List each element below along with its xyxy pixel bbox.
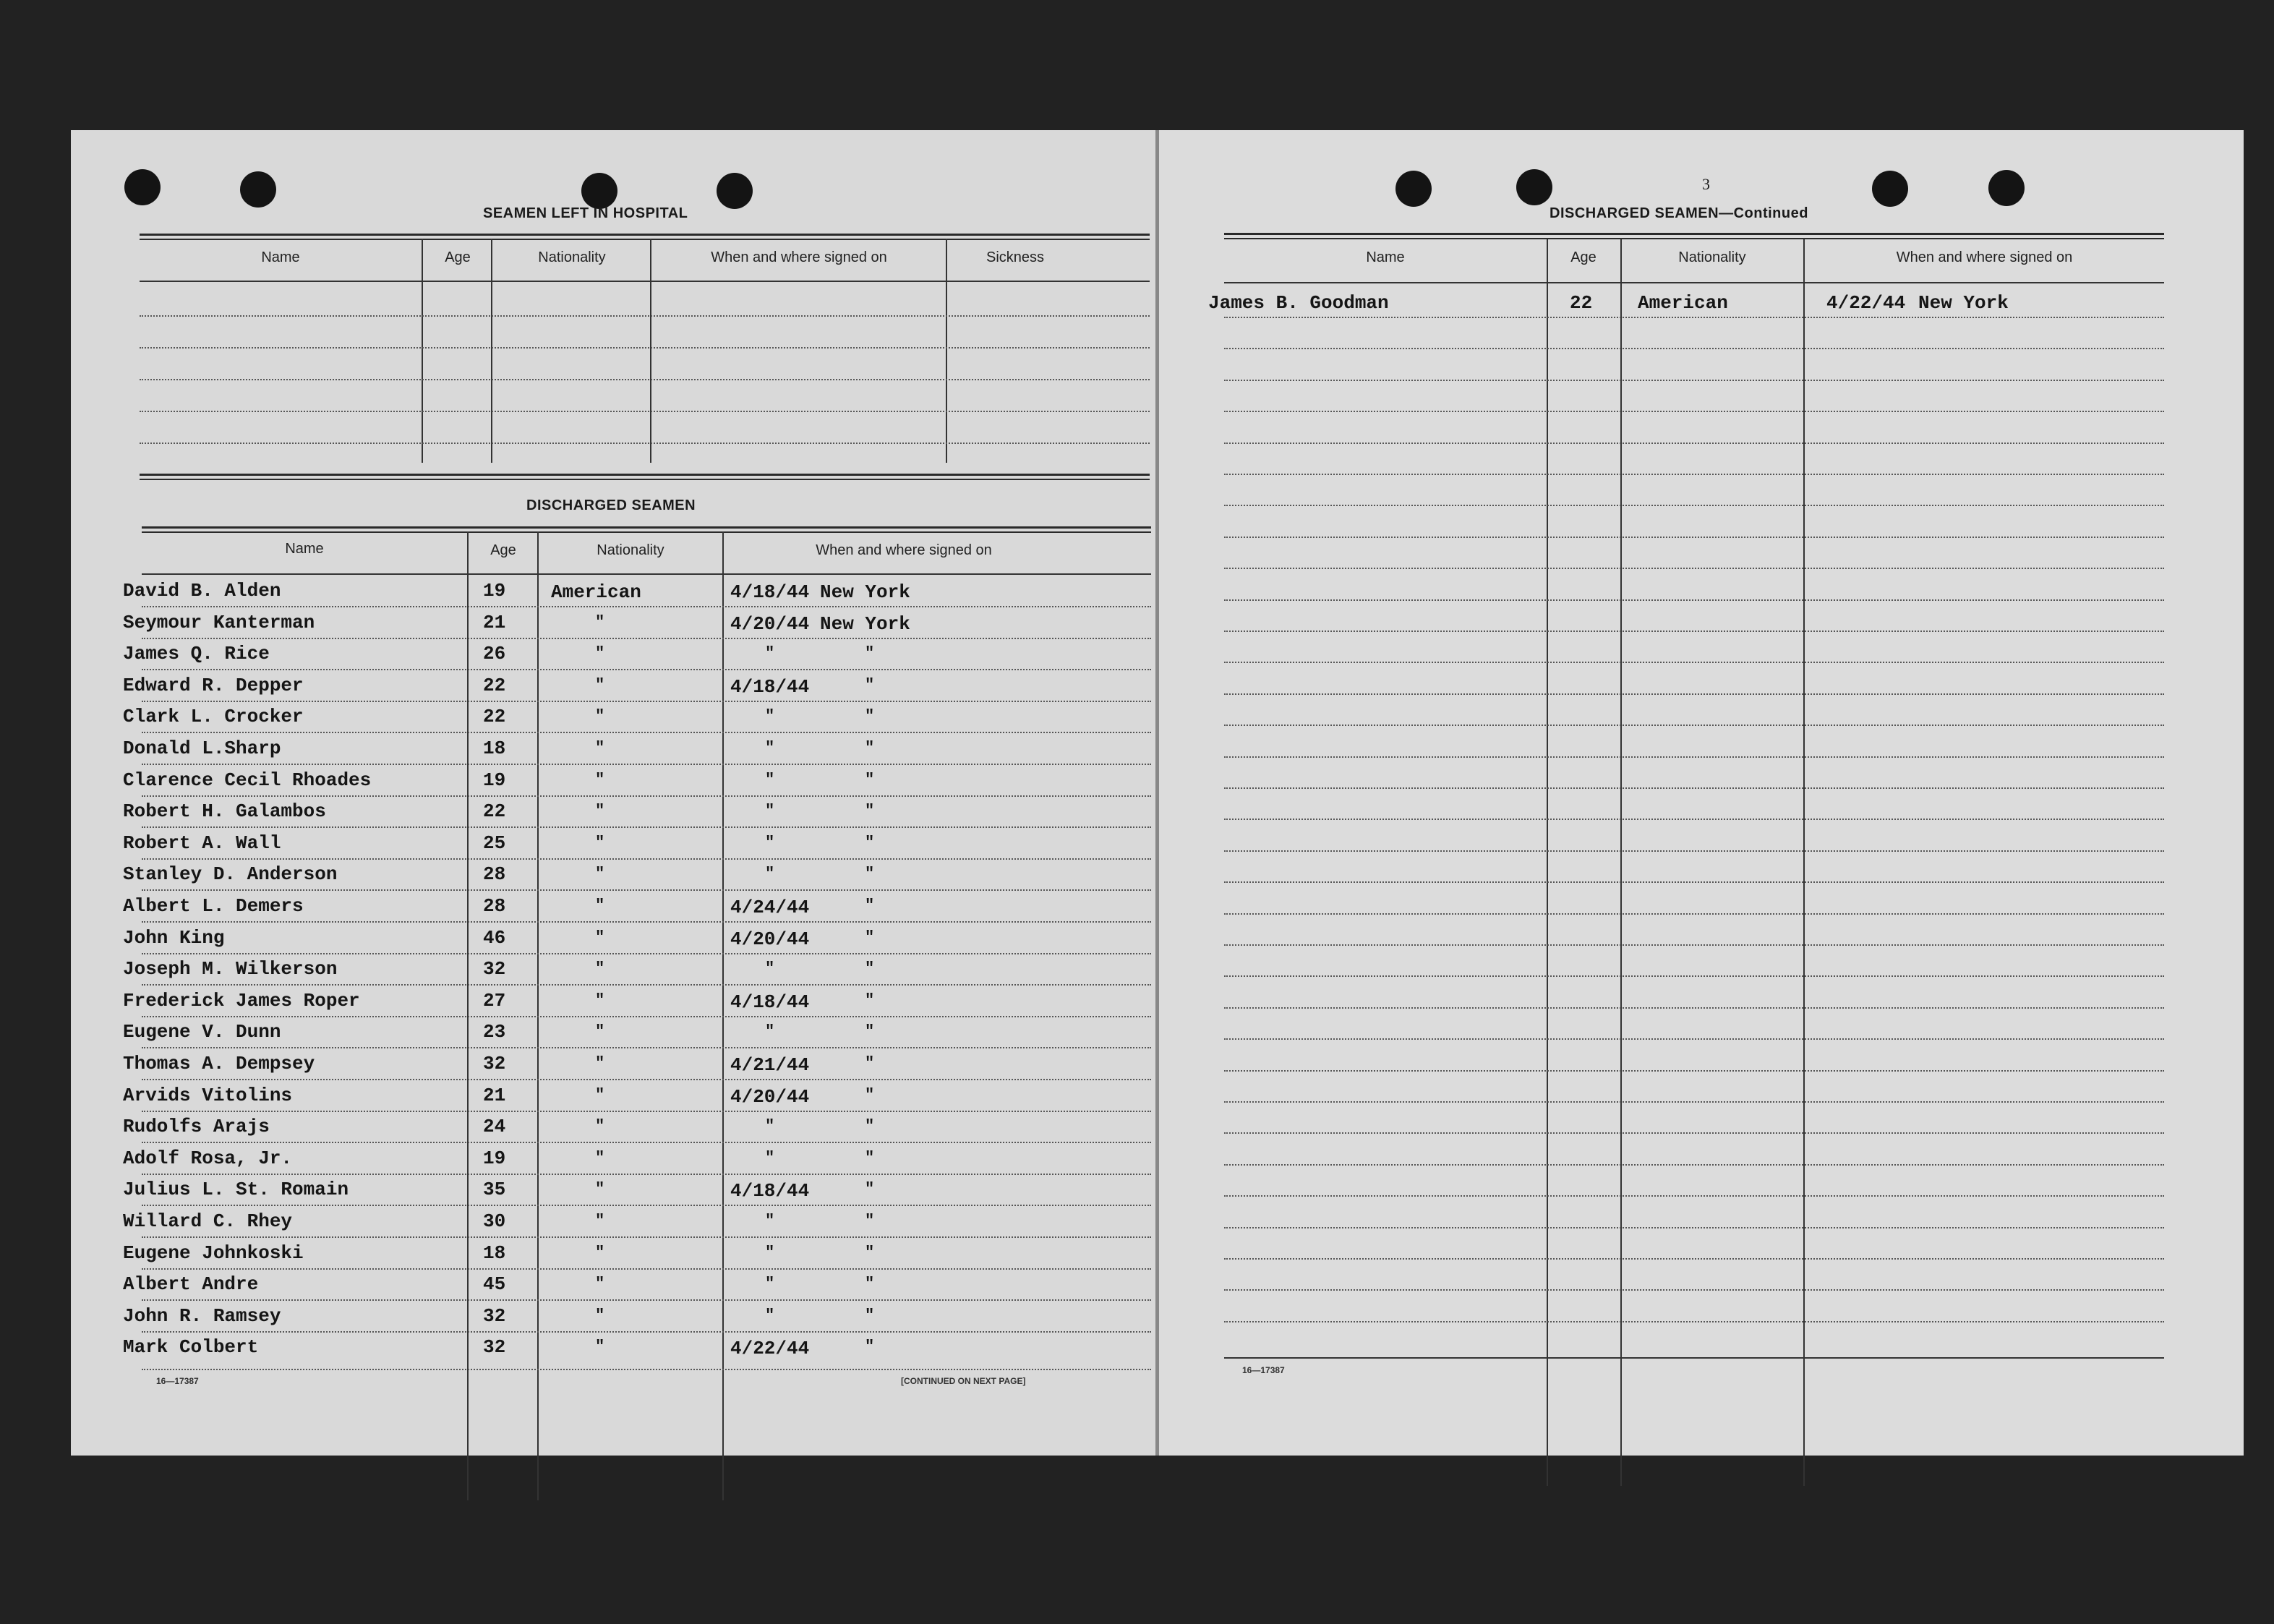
row-rule — [1224, 1289, 2164, 1291]
seaman-signed-date: 4/20/44 — [730, 613, 810, 635]
continued-header-signed-on: When and where signed on — [1896, 249, 2073, 265]
row-rule — [1224, 505, 2164, 506]
row-rule — [1224, 1164, 2164, 1166]
seaman-signed-place: " — [865, 1022, 875, 1040]
row-rule — [1224, 631, 2164, 632]
seaman-nationality: " — [595, 771, 605, 789]
seaman-signed-date: 4/22/44 — [1826, 292, 1906, 314]
row-rule — [142, 826, 1151, 828]
seaman-signed-place: " — [865, 739, 875, 757]
seaman-name: Arvids Vitolins — [123, 1085, 293, 1106]
seaman-name: Julius L. St. Romain — [123, 1179, 349, 1200]
punch-hole — [124, 169, 161, 205]
row-rule — [142, 701, 1151, 702]
continued-header-age: Age — [1570, 249, 1596, 265]
discharged-header-age: Age — [490, 542, 516, 558]
seaman-name: Stanley D. Anderson — [123, 863, 338, 885]
row-rule — [1224, 1070, 2164, 1072]
seaman-signed-date: " — [765, 802, 775, 820]
seaman-signed-date: 4/22/44 — [730, 1338, 810, 1359]
row-rule — [1224, 599, 2164, 601]
seaman-age: 28 — [483, 863, 506, 885]
hospital-header-age: Age — [445, 249, 471, 265]
seaman-nationality: " — [595, 644, 605, 662]
seaman-nationality: " — [595, 707, 605, 725]
row-rule — [1224, 787, 2164, 789]
seaman-age: 23 — [483, 1021, 506, 1043]
row-rule — [1224, 944, 2164, 946]
seaman-name: John R. Ramsey — [123, 1305, 281, 1327]
row-rule — [142, 669, 1151, 670]
continued-col-divider — [1547, 239, 1548, 1486]
row-rule — [1224, 1132, 2164, 1134]
hospital-bottom-rule — [140, 474, 1150, 480]
seaman-signed-date: " — [765, 1212, 775, 1230]
punch-hole — [581, 173, 617, 209]
seaman-age: 32 — [483, 1053, 506, 1074]
seaman-signed-date: 4/18/44 — [730, 1180, 810, 1202]
seaman-nationality: " — [595, 739, 605, 757]
hospital-header-nationality: Nationality — [538, 249, 606, 265]
row-rule — [142, 1142, 1151, 1143]
hospital-header-sickness: Sickness — [986, 249, 1045, 265]
seaman-nationality: " — [595, 834, 605, 852]
seaman-signed-place: " — [865, 771, 875, 789]
seaman-name: Seymour Kanterman — [123, 612, 315, 633]
seaman-age: 32 — [483, 958, 506, 980]
hospital-row-rule — [140, 411, 1150, 412]
row-rule — [142, 953, 1151, 954]
punch-hole — [1988, 170, 2025, 206]
continued-bottom-rule — [1224, 1357, 2164, 1359]
seaman-name: Mark Colbert — [123, 1336, 259, 1358]
seaman-nationality: " — [595, 1212, 605, 1230]
seaman-nationality: " — [595, 1244, 605, 1262]
seaman-name: Rudolfs Arajs — [123, 1116, 270, 1137]
seaman-name: Donald L.Sharp — [123, 738, 281, 759]
row-rule — [1224, 850, 2164, 852]
continued-header-nationality: Nationality — [1678, 249, 1746, 265]
seaman-signed-date: 4/18/44 — [730, 991, 810, 1013]
seaman-name: James Q. Rice — [123, 643, 270, 664]
seaman-name: Adolf Rosa, Jr. — [123, 1148, 293, 1169]
seaman-nationality: " — [595, 1275, 605, 1293]
seaman-age: 28 — [483, 895, 506, 917]
seaman-nationality: " — [595, 897, 605, 915]
seaman-name: Robert H. Galambos — [123, 800, 326, 822]
row-rule — [1224, 474, 2164, 475]
seaman-signed-place: " — [865, 1054, 875, 1072]
row-rule — [1224, 725, 2164, 726]
row-rule — [1224, 1321, 2164, 1322]
seaman-signed-place: New York — [820, 581, 910, 603]
seaman-signed-place: " — [865, 1086, 875, 1104]
seaman-signed-place: " — [865, 1149, 875, 1167]
seaman-signed-place: New York — [1918, 292, 2009, 314]
seaman-nationality: " — [595, 865, 605, 883]
row-rule — [142, 1079, 1151, 1080]
row-rule — [1224, 537, 2164, 538]
seaman-nationality: " — [595, 991, 605, 1009]
discharged-top-rule — [142, 526, 1151, 533]
seaman-name: John King — [123, 927, 225, 949]
seaman-signed-date: " — [765, 771, 775, 789]
discharged-header-rule — [142, 573, 1151, 575]
row-rule — [1224, 380, 2164, 381]
row-rule — [142, 1047, 1151, 1048]
seaman-signed-date: 4/20/44 — [730, 1086, 810, 1108]
left-page — [71, 130, 1155, 1456]
row-rule — [1224, 348, 2164, 349]
seaman-nationality: " — [595, 1054, 605, 1072]
form-number: 16—17387 — [1242, 1365, 1285, 1375]
row-rule — [1224, 975, 2164, 977]
row-rule — [142, 1268, 1151, 1270]
seaman-name: Willard C. Rhey — [123, 1210, 293, 1232]
punch-hole — [1872, 171, 1908, 207]
row-rule — [142, 1174, 1151, 1175]
page-number: 3 — [1702, 175, 1710, 193]
discharged-header-nationality: Nationality — [597, 542, 664, 558]
seaman-name: Eugene Johnkoski — [123, 1242, 304, 1264]
row-rule — [1224, 317, 2164, 318]
hospital-header-signed-on: When and where signed on — [711, 249, 887, 265]
seaman-signed-place: " — [865, 1307, 875, 1325]
row-rule — [1224, 1195, 2164, 1197]
row-rule — [142, 1016, 1151, 1017]
hospital-col-divider — [946, 239, 947, 463]
hospital-row-rule — [140, 443, 1150, 444]
seaman-signed-date: " — [765, 707, 775, 725]
continued-header-name: Name — [1366, 249, 1405, 265]
seaman-nationality: American — [551, 581, 641, 603]
row-rule — [1224, 819, 2164, 820]
row-rule — [1224, 1038, 2164, 1040]
row-rule — [142, 889, 1151, 891]
seaman-name: Frederick James Roper — [123, 990, 360, 1012]
row-rule — [1224, 662, 2164, 663]
seaman-nationality: " — [595, 613, 605, 631]
hospital-row-rule — [140, 315, 1150, 317]
row-rule — [142, 1236, 1151, 1238]
seaman-signed-place: " — [865, 865, 875, 883]
punch-hole — [1516, 169, 1552, 205]
continued-section-title: DISCHARGED SEAMEN—Continued — [1550, 205, 1808, 221]
form-number: 16—17387 — [156, 1376, 199, 1386]
row-rule — [142, 1205, 1151, 1206]
punch-hole — [717, 173, 753, 209]
seaman-age: 27 — [483, 990, 506, 1012]
seaman-age: 22 — [483, 706, 506, 727]
seaman-signed-place: " — [865, 1275, 875, 1293]
seaman-name: Joseph M. Wilkerson — [123, 958, 338, 980]
seaman-nationality: " — [595, 802, 605, 820]
seaman-name: Eugene V. Dunn — [123, 1021, 281, 1043]
seaman-nationality: " — [595, 1149, 605, 1167]
seaman-age: 22 — [1570, 292, 1593, 314]
seaman-nationality: " — [595, 1307, 605, 1325]
seaman-signed-place: " — [865, 644, 875, 662]
seaman-signed-date: " — [765, 644, 775, 662]
hospital-header-rule — [140, 281, 1150, 282]
continued-header-rule — [1224, 282, 2164, 283]
seaman-age: 18 — [483, 738, 506, 759]
row-rule — [1224, 1007, 2164, 1009]
seaman-nationality: " — [595, 1338, 605, 1356]
seaman-age: 45 — [483, 1273, 506, 1295]
right-page — [1159, 130, 2244, 1456]
seaman-signed-place: " — [865, 1338, 875, 1356]
seaman-signed-date: 4/20/44 — [730, 928, 810, 950]
seaman-age: 32 — [483, 1336, 506, 1358]
row-rule — [1224, 1258, 2164, 1260]
row-rule — [1224, 756, 2164, 758]
seaman-signed-date: " — [765, 1275, 775, 1293]
seaman-name: Thomas A. Dempsey — [123, 1053, 315, 1074]
seaman-name: Robert A. Wall — [123, 832, 281, 854]
seaman-signed-date: " — [765, 1244, 775, 1262]
seaman-signed-place: " — [865, 1212, 875, 1230]
hospital-section-title: SEAMEN LEFT IN HOSPITAL — [483, 205, 688, 221]
row-rule — [142, 638, 1151, 639]
punch-hole — [240, 171, 276, 208]
discharged-bottom-rule — [142, 1369, 1151, 1370]
seaman-signed-date: " — [765, 1117, 775, 1135]
discharged-header-name: Name — [285, 541, 324, 557]
seaman-signed-date: " — [765, 834, 775, 852]
row-rule — [1224, 693, 2164, 695]
seaman-signed-place: " — [865, 834, 875, 852]
discharged-header-signed-on: When and where signed on — [816, 542, 992, 558]
hospital-col-divider — [422, 239, 423, 463]
hospital-col-divider — [650, 239, 651, 463]
seaman-age: 21 — [483, 1085, 506, 1106]
seaman-signed-date: " — [765, 1307, 775, 1325]
seaman-signed-place: " — [865, 1117, 875, 1135]
seaman-signed-date: " — [765, 865, 775, 883]
seaman-name: Clark L. Crocker — [123, 706, 304, 727]
seaman-age: 19 — [483, 769, 506, 791]
row-rule — [1224, 568, 2164, 569]
seaman-signed-place: " — [865, 960, 875, 978]
seaman-signed-place: " — [865, 897, 875, 915]
hospital-top-rule — [140, 234, 1150, 240]
row-rule — [1224, 443, 2164, 444]
continued-note: [CONTINUED ON NEXT PAGE] — [901, 1376, 1026, 1386]
continued-col-divider — [1620, 239, 1622, 1486]
seaman-age: 22 — [483, 800, 506, 822]
seaman-signed-place: New York — [820, 613, 910, 635]
hospital-row-rule — [140, 347, 1150, 349]
row-rule — [142, 858, 1151, 860]
hospital-row-rule — [140, 379, 1150, 380]
row-rule — [1224, 1101, 2164, 1103]
seaman-signed-place: " — [865, 928, 875, 946]
seaman-name: Clarence Cecil Rhoades — [123, 769, 372, 791]
row-rule — [142, 732, 1151, 733]
seaman-signed-date: 4/18/44 — [730, 581, 810, 603]
seaman-age: 18 — [483, 1242, 506, 1264]
row-rule — [1224, 881, 2164, 883]
seaman-nationality: " — [595, 676, 605, 694]
seaman-signed-date: " — [765, 1022, 775, 1040]
row-rule — [1224, 411, 2164, 412]
seaman-signed-date: 4/24/44 — [730, 897, 810, 918]
row-rule — [142, 795, 1151, 797]
seaman-age: 19 — [483, 580, 506, 602]
seaman-nationality: " — [595, 1022, 605, 1040]
row-rule — [142, 764, 1151, 765]
seaman-signed-place: " — [865, 676, 875, 694]
seaman-signed-date: 4/18/44 — [730, 676, 810, 698]
seaman-name: Albert Andre — [123, 1273, 259, 1295]
row-rule — [142, 984, 1151, 986]
seaman-age: 21 — [483, 612, 506, 633]
row-rule — [1224, 1227, 2164, 1228]
seaman-age: 30 — [483, 1210, 506, 1232]
seaman-signed-place: " — [865, 1244, 875, 1262]
seaman-age: 46 — [483, 927, 506, 949]
seaman-nationality: " — [595, 1180, 605, 1198]
seaman-age: 26 — [483, 643, 506, 664]
discharged-section-title: DISCHARGED SEAMEN — [526, 497, 696, 513]
seaman-age: 19 — [483, 1148, 506, 1169]
seaman-signed-date: " — [765, 1149, 775, 1167]
seaman-signed-date: " — [765, 960, 775, 978]
seaman-age: 24 — [483, 1116, 506, 1137]
row-rule — [142, 921, 1151, 923]
row-rule — [142, 1299, 1151, 1301]
row-rule — [142, 1111, 1151, 1112]
seaman-nationality: " — [595, 928, 605, 946]
row-rule — [1224, 913, 2164, 915]
seaman-nationality: " — [595, 1086, 605, 1104]
seaman-signed-place: " — [865, 991, 875, 1009]
seaman-signed-place: " — [865, 707, 875, 725]
seaman-signed-place: " — [865, 1180, 875, 1198]
row-rule — [142, 606, 1151, 607]
punch-hole — [1395, 171, 1432, 207]
seaman-age: 32 — [483, 1305, 506, 1327]
seaman-name: James B. Goodman — [1208, 292, 1389, 314]
seaman-name: Albert L. Demers — [123, 895, 304, 917]
seaman-signed-date: " — [765, 739, 775, 757]
seaman-name: David B. Alden — [123, 580, 281, 602]
seaman-age: 35 — [483, 1179, 506, 1200]
continued-col-divider — [1803, 239, 1805, 1486]
seaman-nationality: " — [595, 960, 605, 978]
seaman-age: 22 — [483, 675, 506, 696]
seaman-signed-date: 4/21/44 — [730, 1054, 810, 1076]
continued-top-rule — [1224, 233, 2164, 239]
hospital-header-name: Name — [261, 249, 300, 265]
seaman-nationality: " — [595, 1117, 605, 1135]
seaman-nationality: American — [1638, 292, 1728, 314]
seaman-age: 25 — [483, 832, 506, 854]
seaman-name: Edward R. Depper — [123, 675, 304, 696]
hospital-col-divider — [491, 239, 492, 463]
seaman-signed-place: " — [865, 802, 875, 820]
row-rule — [142, 1331, 1151, 1333]
